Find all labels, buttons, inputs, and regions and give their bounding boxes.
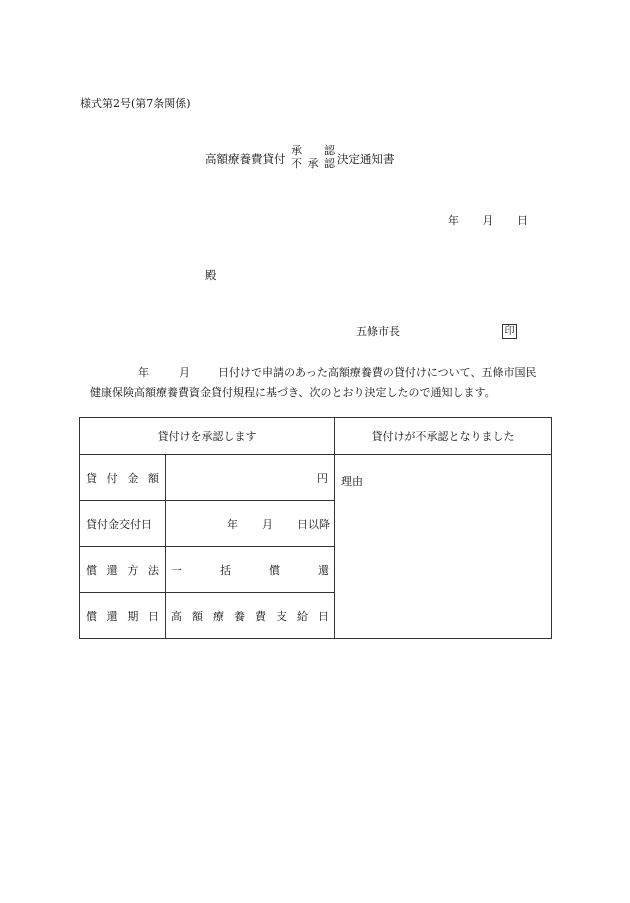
value-char: 還 <box>318 563 329 577</box>
label-char: 金 <box>127 471 139 485</box>
label-char: 還 <box>106 609 118 623</box>
issue-date <box>448 215 528 226</box>
value-repayment-method <box>166 547 335 593</box>
date-month: 月 <box>482 214 494 227</box>
date-day: 日 <box>517 214 528 227</box>
option-char: 認 <box>324 157 335 170</box>
label-char: 日 <box>147 609 159 623</box>
value-char: 高 <box>171 609 182 623</box>
value-char: 養 <box>234 609 245 623</box>
body-month: 月 <box>179 366 190 379</box>
value-disbursement-date <box>166 501 335 547</box>
value-loan-amount: 円 <box>166 455 335 501</box>
value-day: 日以降 <box>297 517 330 531</box>
value-month: 月 <box>262 517 273 531</box>
label-char: 償 <box>86 609 97 623</box>
value-char: 支 <box>276 609 287 623</box>
title-prefix: 高額療養費貸付 <box>205 152 286 166</box>
label-repayment-date <box>80 593 166 639</box>
label-loan-amount <box>80 455 166 501</box>
option-disapprove <box>291 157 335 170</box>
option-char: 認 <box>324 144 335 157</box>
option-char: 承 <box>291 144 302 157</box>
label-char: 償 <box>86 563 97 577</box>
value-char: 療 <box>213 609 224 623</box>
label-char: 貸 <box>86 471 97 485</box>
body-text <box>80 363 555 403</box>
label-char: 額 <box>147 471 159 485</box>
body-year: 年 <box>138 366 149 379</box>
value-char: 一 <box>171 563 182 577</box>
label-repayment-method <box>80 547 166 593</box>
reason-label: 理由 <box>341 475 363 488</box>
date-year: 年 <box>448 214 459 227</box>
label-char: 付 <box>106 471 118 485</box>
option-approve <box>291 144 335 157</box>
value-repayment-date <box>166 593 335 639</box>
label-char: 法 <box>147 563 159 577</box>
option-char: 不 <box>291 157 302 170</box>
option-char: 承 <box>307 157 319 170</box>
addressee: 殿 <box>205 268 217 282</box>
decision-table <box>79 417 552 639</box>
body-line2: 健康保険高額療養費資金貸付規程に基づき、次のとおり決定したので通知します。 <box>90 386 496 399</box>
value-char: 償 <box>269 563 280 577</box>
seal-mark: 印 <box>502 324 517 339</box>
value-char: 日 <box>318 609 329 623</box>
label-char: 期 <box>127 609 139 623</box>
header-disapprove: 貸付けが不承認となりました <box>335 418 552 455</box>
issuer: 五條市長 <box>356 325 400 338</box>
value-year: 年 <box>227 517 238 531</box>
label-char: 還 <box>106 563 118 577</box>
label-disbursement-date <box>80 501 166 547</box>
form-number: 様式第2号(第7条関係) <box>80 97 191 110</box>
body-line1: 日付けで申請のあった高額療養費の貸付けについて、五條市国民 <box>218 366 537 379</box>
reason-cell <box>335 455 552 639</box>
value-char: 額 <box>192 609 203 623</box>
title-approval-options <box>291 144 335 170</box>
header-approve: 貸付けを承認します <box>80 418 335 455</box>
value-char: 費 <box>255 609 266 623</box>
value-char: 給 <box>297 609 308 623</box>
label-text: 貸付金交付日 <box>86 517 152 531</box>
value-char: 括 <box>220 563 231 577</box>
label-char: 方 <box>127 563 139 577</box>
title-suffix: 決定通知書 <box>337 152 395 166</box>
